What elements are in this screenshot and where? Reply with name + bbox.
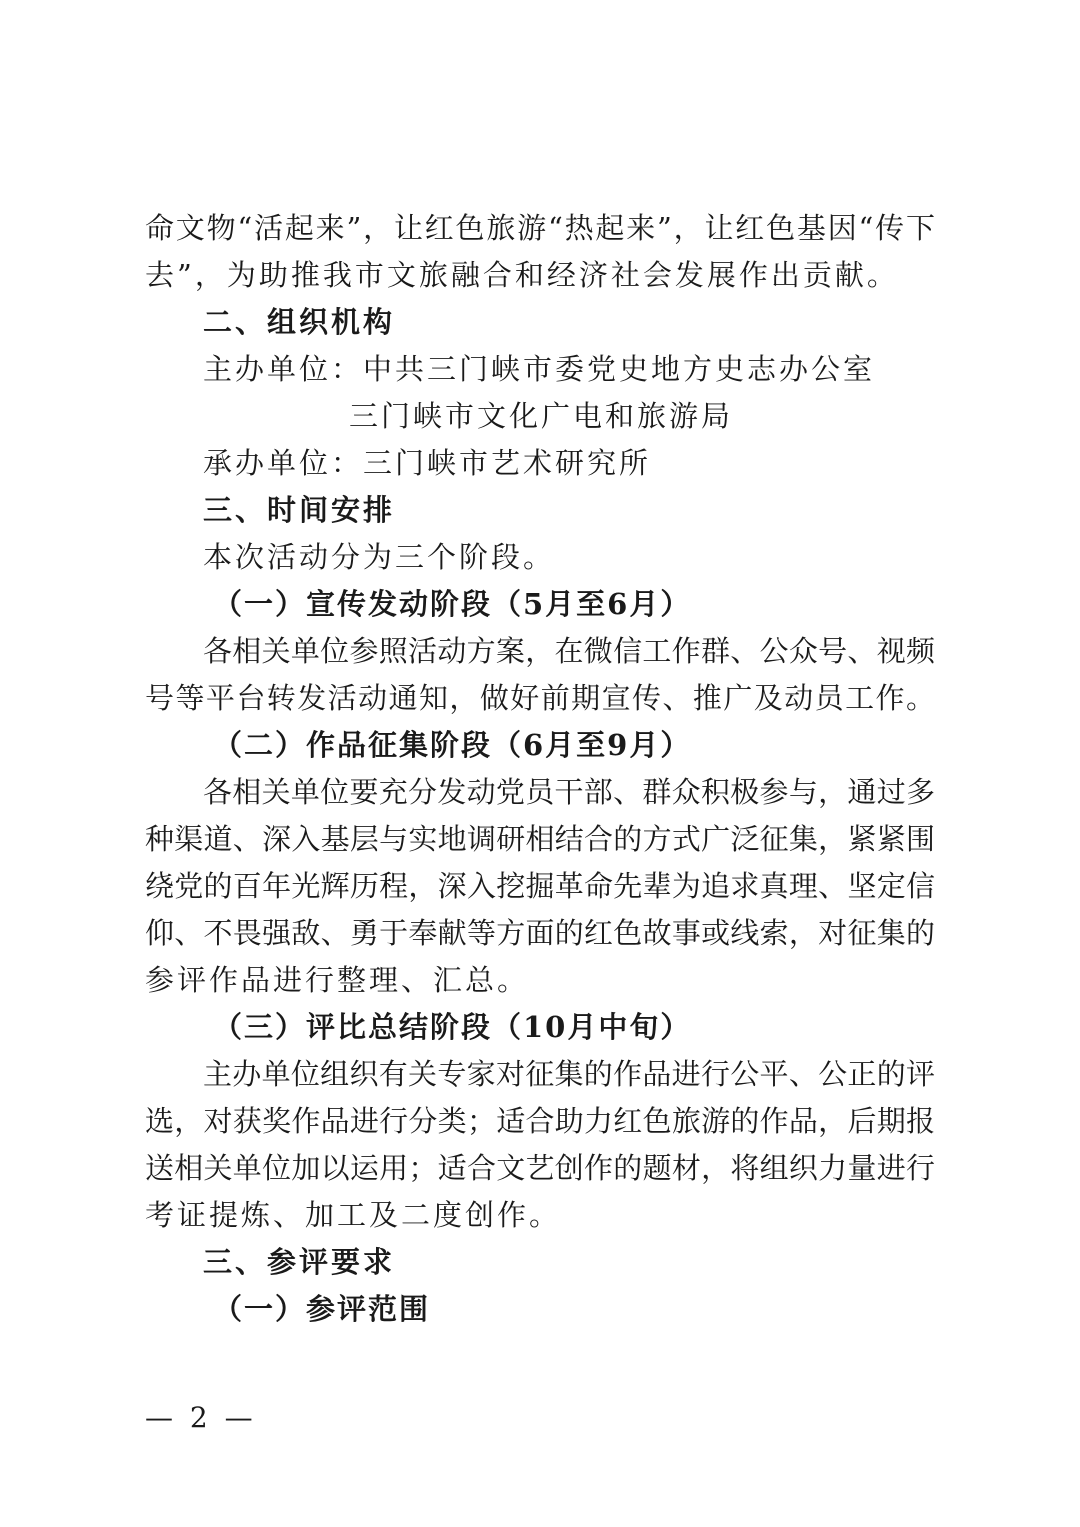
body-line: 参评作品进行整理、汇总。 <box>145 963 530 997</box>
section-heading-schedule: 三、时间安排 <box>203 493 396 527</box>
subheading-stage-3: （三）评比总结阶段（10月中旬） <box>213 1010 692 1044</box>
body-line: 各相关单位参照活动方案，在微信工作群、公众号、视频 <box>203 634 935 668</box>
body-line: 绕党的百年光辉历程，深入挖掘革命先辈为追求真理、坚定信 <box>145 869 935 903</box>
section-heading-requirements: 三、参评要求 <box>203 1245 396 1279</box>
body-line: 去”，为助推我市文旅融合和经济社会发展作出贡献。 <box>145 258 899 292</box>
subheading-scope: （一）参评范围 <box>213 1292 431 1326</box>
subheading-stage-1: （一）宣传发动阶段（5月至6月） <box>213 587 692 621</box>
subheading-stage-2: （二）作品征集阶段（6月至9月） <box>213 728 692 762</box>
body-line: 选，对获奖作品进行分类；适合助力红色旅游的作品，后期报 <box>145 1104 935 1138</box>
body-line: 考证提炼、加工及二度创作。 <box>145 1198 562 1232</box>
organizer-unit-line: 承办单位：三门峡市艺术研究所 <box>203 446 652 480</box>
body-line: 命文物“活起来”，让红色旅游“热起来”，让红色基因“传下 <box>145 211 935 245</box>
body-line: 仰、不畏强敌、勇于奉献等方面的红色故事或线索，对征集的 <box>145 916 935 950</box>
page-number: — 2 — <box>145 1401 257 1434</box>
body-line: 号等平台转发活动通知，做好前期宣传、推广及动员工作。 <box>145 681 935 715</box>
section-heading-organization: 二、组织机构 <box>203 305 396 339</box>
body-line: 主办单位组织有关专家对征集的作品进行公平、公正的评 <box>203 1057 935 1091</box>
host-unit-line-2: 三门峡市文化广电和旅游局 <box>349 399 734 433</box>
body-line: 种渠道、深入基层与实地调研相结合的方式广泛征集，紧紧围 <box>145 822 935 856</box>
body-line: 各相关单位要充分发动党员干部、群众积极参与，通过多 <box>203 775 935 809</box>
host-unit-line: 主办单位：中共三门峡市委党史地方史志办公室 <box>203 352 876 386</box>
body-line: 送相关单位加以运用；适合文艺创作的题材，将组织力量进行 <box>145 1151 935 1185</box>
body-line: 本次活动分为三个阶段。 <box>203 540 556 574</box>
